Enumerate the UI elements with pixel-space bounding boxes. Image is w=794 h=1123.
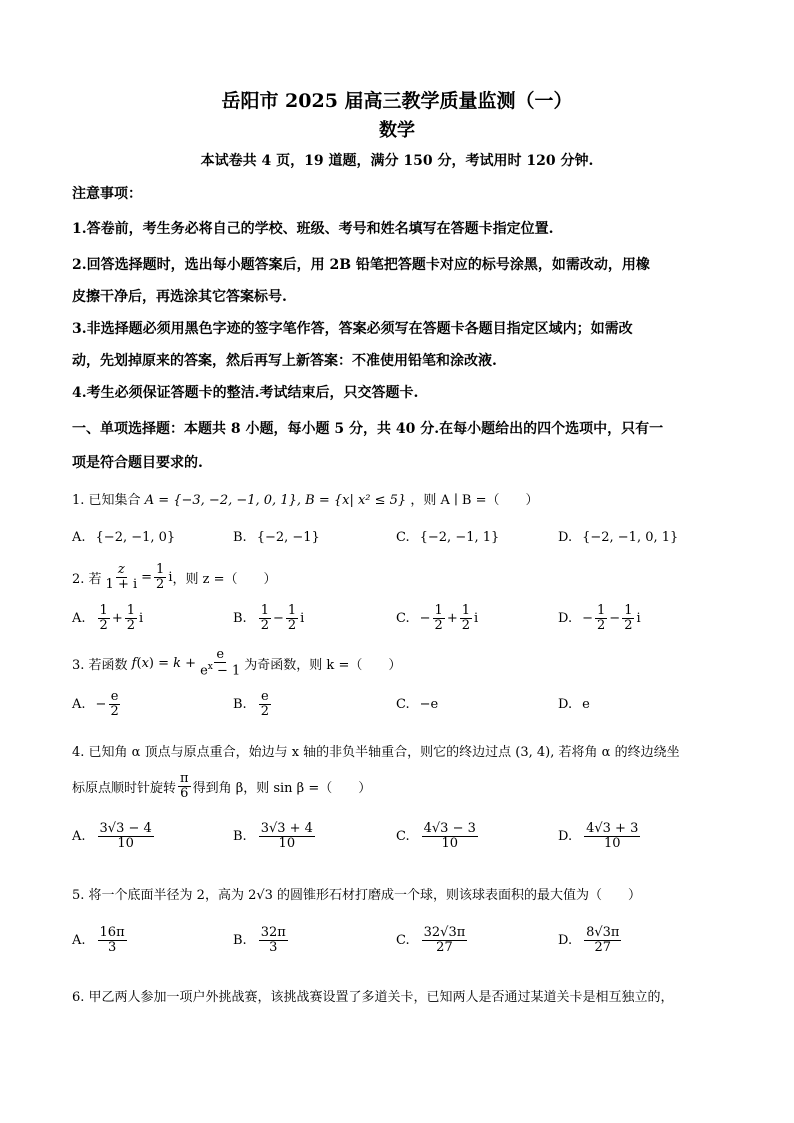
q1-sets: A = {−3, −2, −1, 0, 1}, B = {x| x² ≤ 5} <box>144 493 407 508</box>
q4-option-d: D. $\frac{4√3 + 3}{10}$ <box>558 821 639 852</box>
q2-option-a: A. $\frac{1}{2}$ + $\frac{1}{2}$ i <box>72 603 144 634</box>
note-line: 4.考生必须保证答题卡的整洁.考试结束后，只交答题卡. <box>72 385 419 401</box>
section-heading-cont: 项是符合题目要求的. <box>72 455 203 471</box>
q1-option-d: D. {−2, −1, 0, 1} <box>558 530 679 545</box>
note-line: 3.非选择题必须用黑色字迹的签字笔作答，答案必须写在答题卡各题目指定区域内；如需改 <box>72 321 633 337</box>
q2-option-c: C. − $\frac{1}{2}$ + $\frac{1}{2}$ i <box>396 603 479 634</box>
q3-option-c: C. −e <box>396 697 439 712</box>
note-line: 1.答卷前，考生务必将自己的学校、班级、考号和姓名填写在答题卡指定位置. <box>72 221 554 237</box>
q3-option-a: A. − $\frac{e}{2}$ <box>72 689 119 720</box>
question-4-line1: 4. 已知角 α 顶点与原点重合，始边与 x 轴的非负半轴重合，则它的终边过点 (3, 4), 若将角 α 的终边绕坐 <box>72 745 680 760</box>
q1-prefix: 1. 已知集合 <box>72 493 141 508</box>
q5-option-d: D. $\frac{8√3\pi}{27}$ <box>558 925 620 956</box>
q4-option-c: C. $\frac{4√3 - 3}{10}$ <box>396 821 476 852</box>
question-4-line2: 标原点顺时针旋转 $\frac{\pi}{6}$ 得到角 β，则 sin β =（ ） <box>72 771 372 802</box>
exam-info: 本试卷共 4 页，19 道题，满分 150 分，考试用时 120 分钟. <box>200 153 594 169</box>
section-heading: 一、单项选择题：本题共 8 小题，每小题 5 分，共 40 分.在每小题给出的四个选项中，只有一 <box>72 421 664 437</box>
question-1 <box>72 489 539 508</box>
subject-heading: 数学 <box>379 120 415 141</box>
q4-option-b: B. $\frac{3√3 + 4}{10}$ <box>233 821 313 852</box>
note-line: 2.回答选择题时，选出每小题答案后，用 2B 铅笔把答题卡对应的标号涂黑，如需改动，用橡 <box>72 257 650 273</box>
notes-heading: 注意事项： <box>72 186 142 202</box>
page-title: 岳阳市 2025 届高三教学质量监测（一） <box>221 90 573 112</box>
q1-option-a: A. {−2, −1, 0} <box>72 530 176 545</box>
q1-option-c: C. {−2, −1, 1} <box>396 530 500 545</box>
q3-option-d: D. e <box>558 697 590 712</box>
question-2: 2. 若 $\frac{z}{1 + i}$ = $\frac{1}{2}$ i ，则 z =（ ） <box>72 562 277 593</box>
q2-option-d: D. − $\frac{1}{2}$ − $\frac{1}{2}$ i <box>558 603 641 634</box>
q5-option-c: C. $\frac{32√3\pi}{27}$ <box>396 925 466 956</box>
question-3: 3. 若函数 f ( x ) = k + $\frac{e}{e^x - 1}$ 为奇函数，则 k =（ ） <box>72 647 402 679</box>
q5-option-a: A. $\frac{16\pi}{3}$ <box>72 925 125 956</box>
q1-suffix: ，则 A ∣ B =（ ） <box>410 493 539 508</box>
q3-option-b: B. $\frac{e}{2}$ <box>233 689 269 720</box>
note-line: 动，先划掉原来的答案，然后再写上新答案：不准使用铅笔和涂改液. <box>72 353 497 369</box>
question-5: 5. 将一个底面半径为 2，高为 2√3 的圆锥形石材打磨成一个球，则该球表面积的最大值为（ ） <box>72 888 642 903</box>
q1-option-b: B. {−2, −1} <box>233 530 320 545</box>
q5-option-b: B. $\frac{32\pi}{3}$ <box>233 925 286 956</box>
question-6: 6. 甲乙两人参加一项户外挑战赛，该挑战赛设置了多道关卡，已知两人是否通过某道关卡是相互独立的， <box>72 990 674 1005</box>
q4-option-a: A. $\frac{3√3 - 4}{10}$ <box>72 821 152 852</box>
note-line: 皮擦干净后，再选涂其它答案标号. <box>72 289 287 305</box>
q2-option-b: B. $\frac{1}{2}$ − $\frac{1}{2}$ i <box>233 603 305 634</box>
